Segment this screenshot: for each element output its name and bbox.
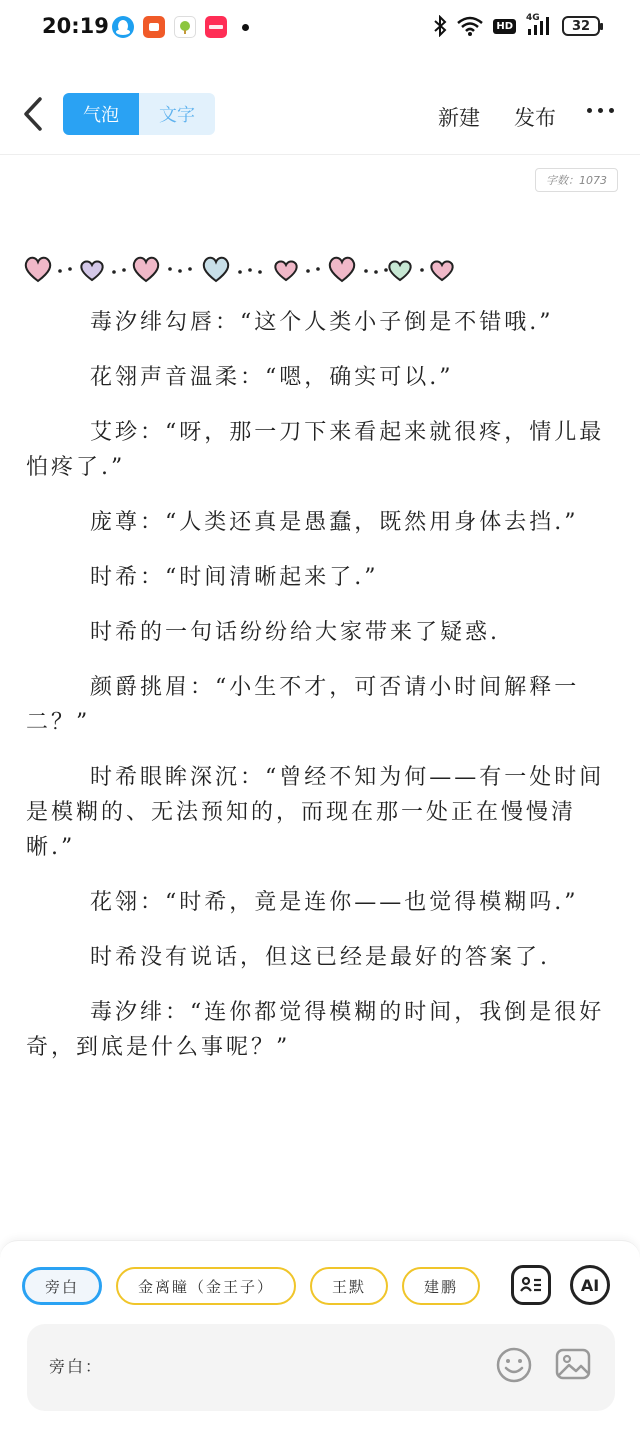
story-paragraph: 花翎声音温柔：“嗯，确实可以.” <box>90 365 454 390</box>
emoji-icon[interactable] <box>495 1346 533 1384</box>
new-button[interactable]: 新建 <box>438 106 480 130</box>
story-paragraph: 时希：“时间清晰起来了.” <box>90 565 379 590</box>
story-content[interactable] <box>26 305 616 1085</box>
heart-icon <box>431 261 452 280</box>
character-chip[interactable]: 王默 <box>310 1267 388 1305</box>
heart-icon <box>204 258 228 281</box>
status-bar <box>0 0 640 60</box>
heart-icon <box>81 261 102 280</box>
network-type: 4G <box>526 13 540 23</box>
character-chip[interactable]: 建鹏 <box>402 1267 480 1305</box>
more-dot <box>609 108 614 113</box>
bluetooth-icon <box>433 15 447 37</box>
chevron-left-icon <box>22 96 44 132</box>
character-chips <box>22 1267 480 1305</box>
story-paragraph: 颜爵挑眉：“小生不才，可否请小时间解释一二？” <box>26 675 580 735</box>
hd-badge: HD <box>493 19 516 34</box>
tab-bubble[interactable]: 气泡 <box>63 93 139 135</box>
story-paragraph: 毒汐绯：“连你都觉得模糊的时间，我倒是很好奇，到底是什么事呢？” <box>26 1000 605 1060</box>
more-button[interactable] <box>587 108 614 113</box>
bottom-input-panel <box>0 1240 640 1433</box>
story-paragraph: 庞尊：“人类还真是愚蠢，既然用身体去挡.” <box>90 510 579 535</box>
story-paragraph: 毒汐绯勾唇：“这个人类小子倒是不错哦.” <box>90 310 554 335</box>
hearts-divider <box>24 254 464 286</box>
story-paragraph: 时希的一句话纷纷给大家带来了疑惑. <box>90 620 500 645</box>
heart-icon <box>275 261 296 280</box>
heart-icon <box>26 258 50 281</box>
story-paragraph: 花翎：“时希，竟是连你——也觉得模糊吗.” <box>90 890 579 915</box>
heart-icon <box>389 261 410 280</box>
ai-button[interactable]: AI <box>570 1265 610 1305</box>
dialogue-input[interactable] <box>27 1324 615 1411</box>
status-time: 20:19 <box>42 14 109 38</box>
character-chip-narrator[interactable]: 旁白 <box>22 1267 102 1305</box>
story-paragraph: 时希眼眸深沉：“曾经不知为何——有一处时间是模糊的、无法预知的，而现在那一处正在慢慢清晰.” <box>26 765 605 860</box>
story-paragraph: 艾珍：“呀，那一刀下来看起来就很疼，情儿最怕疼了.” <box>26 420 605 480</box>
tab-text[interactable]: 文字 <box>139 93 215 135</box>
cellular-signal-icon <box>526 15 552 37</box>
qq-icon <box>112 16 134 38</box>
story-paragraph: 时希没有说话，但这已经是最好的答案了. <box>90 945 550 970</box>
editor-header <box>0 80 640 155</box>
input-speaker-label: 旁白： <box>49 1357 104 1376</box>
heart-icon <box>134 258 158 281</box>
app-icon-orange <box>143 16 165 38</box>
app-icon-green <box>174 16 196 38</box>
image-icon[interactable] <box>554 1345 592 1383</box>
heart-icon <box>330 258 354 281</box>
character-chip[interactable]: 金离瞳（金王子） <box>116 1267 296 1305</box>
back-button[interactable] <box>18 94 48 134</box>
contact-card-icon <box>518 1272 544 1298</box>
xiaohongshu-icon <box>205 16 227 38</box>
notification-dot <box>242 24 249 31</box>
character-card-button[interactable] <box>511 1265 551 1305</box>
status-app-icons <box>112 16 249 38</box>
more-dot <box>587 108 592 113</box>
wifi-icon <box>457 16 483 36</box>
battery-indicator: 32 <box>562 16 600 36</box>
status-right <box>433 15 600 37</box>
publish-button[interactable]: 发布 <box>514 106 556 130</box>
mode-switch <box>63 93 215 135</box>
more-dot <box>598 108 603 113</box>
word-count-badge: 字数：1073 <box>535 168 618 192</box>
